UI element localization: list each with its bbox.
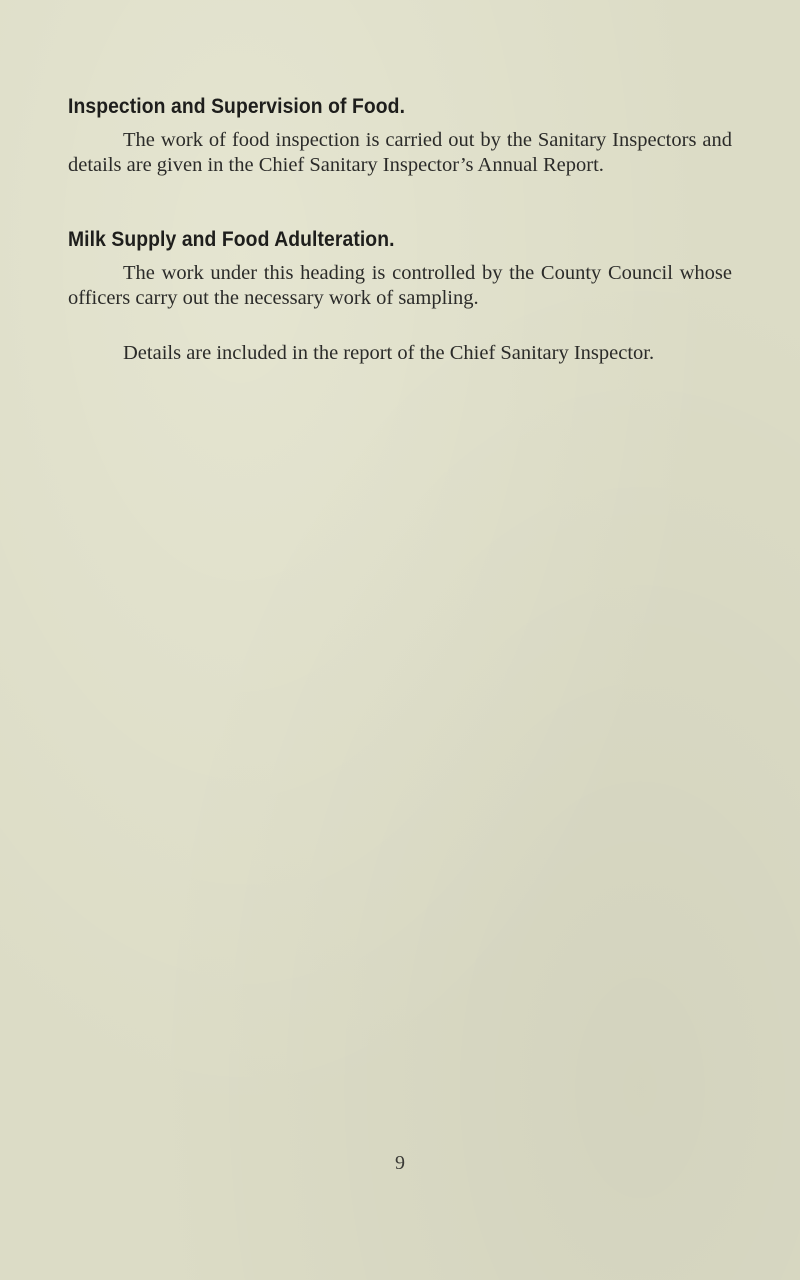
section-heading-milk-supply: Milk Supply and Food Adulteration. bbox=[68, 228, 395, 251]
paragraph-food-inspection: The work of food inspection is carried out by the Sanitary Inspectors and details are given in the Chief Sanitary Inspector’s Annual Report. bbox=[68, 129, 732, 176]
paragraph-details: Details are included in the report of the Chief Sanitary Inspector. bbox=[123, 342, 655, 364]
paragraph-milk-supply: The work under this heading is controlled by the County Council whose officers carry out the necessary work of sampling. bbox=[68, 262, 732, 309]
section-heading-food-inspection: Inspection and Supervision of Food. bbox=[68, 95, 406, 118]
page-number: 9 bbox=[395, 1152, 405, 1174]
